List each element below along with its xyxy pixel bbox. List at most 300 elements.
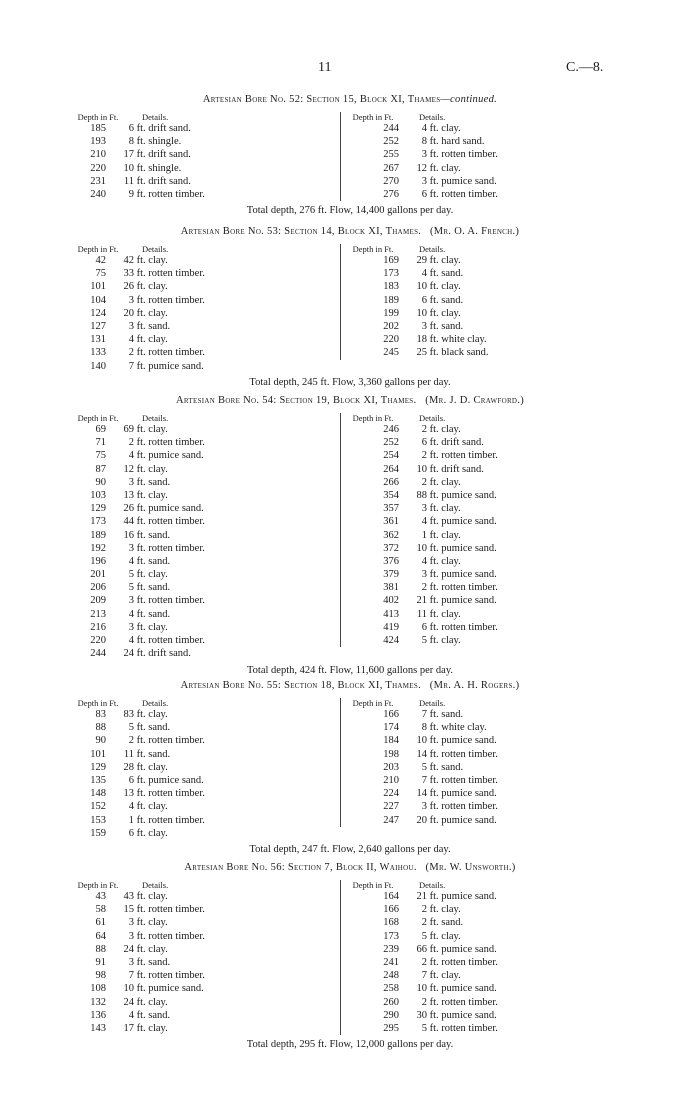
stratum-row (68, 634, 328, 647)
thickness-value: 4 (421, 555, 427, 567)
material-text: ft. clay. (136, 463, 168, 475)
stratum-row (68, 581, 328, 594)
stratum-row (341, 721, 601, 734)
thickness-value: 13 (123, 489, 134, 501)
stratum-row (68, 515, 328, 528)
thickness-value: 3 (421, 569, 427, 581)
total-line: Total depth, 247 ft. Flow, 2,640 gallons per day. (249, 844, 451, 855)
material-text: ft. rotten timber. (429, 996, 498, 1008)
page-number: 11 (318, 60, 332, 75)
stratum-row (341, 162, 601, 175)
depth-value: 220 (90, 635, 106, 646)
thickness-value: 18 (416, 334, 427, 346)
material-text: ft. rotten timber. (429, 748, 498, 760)
material-text: ft. sand. (136, 476, 171, 488)
bore-title (0, 94, 700, 105)
stratum-row (68, 529, 328, 542)
thickness-value: 3 (128, 930, 134, 942)
thickness-value: 2 (421, 996, 427, 1008)
stratum-row (68, 814, 328, 827)
material-text: ft. rotten timber. (429, 774, 498, 786)
thickness-value: 4 (421, 268, 427, 280)
details-header: Details. (142, 880, 169, 890)
thickness-value: 16 (123, 529, 134, 541)
stratum-row (341, 956, 601, 969)
stratum-row (341, 621, 601, 634)
thickness-value: 10 (416, 735, 427, 747)
stratum-row (341, 943, 601, 956)
thickness-value: 2 (421, 476, 427, 488)
stratum-row (68, 175, 328, 188)
thickness-value: 26 (123, 503, 134, 515)
stratum-row (68, 647, 328, 660)
stratum-row (68, 761, 328, 774)
stratum-row (341, 930, 601, 943)
stratum-detail (399, 307, 461, 320)
thickness-value: 15 (123, 904, 134, 916)
thickness-value: 10 (416, 983, 427, 995)
depth-value: 61 (95, 917, 106, 929)
depth-value: 168 (383, 917, 399, 929)
stratum-row (341, 346, 601, 359)
thickness-value: 25 (416, 347, 427, 359)
stratum-row (341, 555, 601, 568)
stratum-row (341, 122, 601, 135)
material-text: ft. pumice sand. (429, 595, 497, 607)
depth-value: 192 (90, 542, 106, 554)
stratum-row (341, 634, 601, 647)
depth-value: 88 (95, 943, 106, 955)
stratum-detail (106, 267, 205, 280)
stratum-detail (399, 515, 497, 528)
depth-value: 71 (95, 437, 106, 449)
thickness-value: 21 (416, 595, 427, 607)
material-text: ft. pumice sand. (429, 735, 497, 747)
stratum-row (68, 903, 328, 916)
material-text: ft. rotten timber. (429, 621, 498, 633)
thickness-value: 7 (421, 970, 427, 982)
thickness-value: 3 (421, 320, 427, 332)
bore-owner: (Mr. O. A. French.) (430, 226, 520, 237)
thickness-value: 4 (128, 555, 134, 567)
depth-value: 210 (90, 149, 106, 161)
depth-value: 199 (383, 307, 399, 319)
thickness-value: 11 (123, 748, 134, 760)
material-text: ft. clay. (429, 123, 461, 134)
stratum-detail (106, 254, 168, 267)
depth-value: 267 (383, 162, 399, 174)
thickness-value: 4 (128, 334, 134, 346)
material-text: ft. clay. (136, 621, 168, 633)
depth-value: 210 (383, 774, 399, 786)
stratum-detail (106, 489, 168, 502)
material-text: ft. rotten timber. (136, 294, 205, 306)
stratum-detail (399, 489, 497, 502)
depth-value: 276 (383, 188, 399, 200)
stratum-detail (106, 423, 168, 436)
depth-value: 244 (90, 648, 106, 660)
depth-value: 169 (383, 255, 399, 266)
stratum-row (68, 463, 328, 476)
stratum-detail (106, 502, 204, 515)
stratum-detail (106, 916, 168, 929)
thickness-value: 3 (128, 320, 134, 332)
thickness-value: 11 (416, 608, 427, 620)
depth-value: 185 (90, 123, 106, 134)
thickness-value: 3 (128, 476, 134, 488)
material-text: ft. sand. (136, 608, 171, 620)
stratum-detail (399, 581, 498, 594)
material-text: ft. pumice sand. (429, 983, 497, 995)
depth-value: 164 (383, 891, 399, 902)
depth-header: Depth in Ft. (352, 880, 394, 890)
stratum-row (341, 734, 601, 747)
right-column (340, 244, 601, 360)
thickness-value: 6 (421, 437, 427, 449)
depth-header: Depth in Ft. (77, 698, 119, 708)
right-column (340, 698, 601, 827)
depth-value: 189 (90, 529, 106, 541)
material-text: ft. clay. (136, 489, 168, 501)
depth-value: 131 (90, 334, 106, 346)
depth-value: 372 (383, 542, 399, 554)
stratum-detail (106, 333, 168, 346)
stratum-row (68, 608, 328, 621)
material-text: ft. rotten timber. (429, 1022, 498, 1034)
details-header: Details. (142, 244, 169, 254)
stratum-detail (399, 333, 487, 346)
thickness-value: 10 (416, 463, 427, 475)
stratum-detail (399, 449, 498, 462)
material-text: ft. clay. (136, 917, 168, 929)
stratum-detail (399, 135, 484, 148)
stratum-detail (106, 621, 168, 634)
thickness-value: 2 (128, 347, 134, 359)
stratum-row (341, 423, 601, 436)
stratum-row (341, 608, 601, 621)
material-text: ft. pumice sand. (429, 489, 497, 501)
depth-value: 362 (383, 529, 399, 541)
stratum-row (68, 423, 328, 436)
stratum-row (68, 721, 328, 734)
depth-value: 135 (90, 774, 106, 786)
material-text: ft. clay. (429, 529, 461, 541)
stratum-row (341, 568, 601, 581)
stratum-detail (399, 148, 498, 161)
details-header: Details. (419, 698, 446, 708)
material-text: ft. white clay. (429, 722, 487, 734)
depth-value: 245 (383, 347, 399, 359)
column-header (341, 112, 601, 122)
depth-value: 196 (90, 555, 106, 567)
stratum-row (341, 333, 601, 346)
depth-value: 127 (90, 320, 106, 332)
column-header (68, 413, 328, 423)
stratum-detail (106, 476, 170, 489)
material-text: ft. pumice sand. (429, 569, 497, 581)
thickness-value: 24 (123, 648, 134, 660)
thickness-value: 88 (416, 489, 427, 501)
stratum-detail (399, 162, 461, 175)
stratum-detail (106, 943, 168, 956)
thickness-value: 21 (416, 891, 427, 902)
stratum-detail (399, 502, 461, 515)
stratum-detail (106, 346, 205, 359)
bore-title (0, 862, 700, 873)
depth-value: 75 (95, 450, 106, 462)
depth-value: 216 (90, 621, 106, 633)
bore-title-text: Artesian Bore No. 55: Section 18, Block XI, Thames. (180, 680, 422, 691)
bore-title-text: Artesian Bore No. 56: Section 7, Block II, Waihou. (184, 862, 417, 873)
stratum-row (341, 969, 601, 982)
depth-value: 381 (383, 582, 399, 594)
depth-value: 357 (383, 503, 399, 515)
thickness-value: 2 (421, 450, 427, 462)
thickness-value: 7 (421, 709, 427, 720)
stratum-row (68, 916, 328, 929)
material-text: ft. sand. (429, 268, 464, 280)
stratum-row (341, 1009, 601, 1022)
depth-value: 87 (95, 463, 106, 475)
thickness-value: 12 (123, 463, 134, 475)
material-text: ft. clay. (136, 281, 168, 293)
stratum-row (341, 916, 601, 929)
thickness-value: 5 (421, 930, 427, 942)
stratum-row (68, 827, 328, 840)
stratum-detail (106, 463, 168, 476)
thickness-value: 42 (123, 255, 134, 266)
depth-value: 153 (90, 814, 106, 826)
material-text: ft. clay. (136, 827, 168, 839)
thickness-value: 83 (123, 709, 134, 720)
stratum-detail (106, 814, 205, 827)
stratum-detail (399, 254, 461, 267)
stratum-row (68, 787, 328, 800)
stratum-detail (106, 294, 205, 307)
depth-value: 247 (383, 814, 399, 826)
material-text: ft. clay. (429, 281, 461, 293)
stratum-detail (106, 594, 205, 607)
stratum-detail (399, 943, 497, 956)
thickness-value: 3 (128, 917, 134, 929)
stratum-row (341, 1022, 601, 1035)
thickness-value: 3 (128, 621, 134, 633)
material-text: ft. white clay. (429, 334, 487, 346)
stratum-row (341, 267, 601, 280)
material-text: ft. rotten timber. (136, 347, 205, 359)
thickness-value: 5 (128, 582, 134, 594)
right-column (340, 880, 601, 1035)
depth-value: 402 (383, 595, 399, 607)
stratum-row (68, 708, 328, 721)
column-header (68, 698, 328, 708)
material-text: ft. rotten timber. (429, 188, 498, 200)
stratum-row (341, 175, 601, 188)
depth-value: 209 (90, 595, 106, 607)
material-text: ft. drift sand. (136, 648, 191, 660)
thickness-value: 3 (128, 542, 134, 554)
thickness-value: 66 (416, 943, 427, 955)
column-header (68, 880, 328, 890)
stratum-row (341, 996, 601, 1009)
left-column (68, 880, 328, 1035)
stratum-detail (106, 890, 168, 903)
stratum-row (341, 748, 601, 761)
stratum-row (341, 708, 601, 721)
material-text: ft. clay. (136, 761, 168, 773)
column-header (341, 244, 601, 254)
material-text: ft. pumice sand. (136, 360, 204, 372)
stratum-row (68, 1009, 328, 1022)
thickness-value: 4 (421, 516, 427, 528)
stratum-detail (106, 449, 204, 462)
stratum-row (68, 360, 328, 373)
material-text: ft. pumice sand. (136, 450, 204, 462)
thickness-value: 33 (123, 268, 134, 280)
depth-value: 244 (383, 123, 399, 134)
depth-value: 252 (383, 437, 399, 449)
stratum-detail (106, 956, 170, 969)
material-text: ft. clay. (429, 904, 461, 916)
stratum-row (68, 943, 328, 956)
stratum-detail (106, 175, 191, 188)
bore-title-text: Artesian Bore No. 53: Section 14, Block XI, Thames. (180, 226, 422, 237)
thickness-value: 8 (421, 722, 427, 734)
depth-value: 354 (383, 489, 399, 501)
material-text: ft. rotten timber. (136, 904, 205, 916)
thickness-value: 4 (421, 123, 427, 134)
thickness-value: 26 (123, 281, 134, 293)
depth-value: 136 (90, 1009, 106, 1021)
thickness-value: 13 (123, 788, 134, 800)
thickness-value: 8 (421, 136, 427, 148)
stratum-row (68, 621, 328, 634)
depth-value: 166 (383, 709, 399, 720)
thickness-value: 10 (123, 162, 134, 174)
material-text: ft. sand. (429, 294, 464, 306)
material-text: ft. rotten timber. (429, 801, 498, 813)
depth-value: 227 (383, 801, 399, 813)
depth-value: 290 (383, 1009, 399, 1021)
depth-value: 376 (383, 555, 399, 567)
stratum-detail (399, 761, 463, 774)
stratum-row (68, 930, 328, 943)
stratum-row (68, 436, 328, 449)
thickness-value: 43 (123, 891, 134, 902)
bore-owner: (Mr. W. Unsworth.) (425, 862, 516, 873)
stratum-row (341, 320, 601, 333)
material-text: ft. sand. (429, 320, 464, 332)
depth-value: 295 (383, 1022, 399, 1034)
depth-value: 240 (90, 188, 106, 200)
depth-value: 246 (383, 424, 399, 435)
stratum-row (68, 542, 328, 555)
thickness-value: 28 (123, 761, 134, 773)
stratum-row (68, 1022, 328, 1035)
depth-value: 173 (383, 268, 399, 280)
depth-value: 143 (90, 1022, 106, 1034)
stratum-detail (106, 320, 170, 333)
details-header: Details. (419, 244, 446, 254)
bore-title-text: Artesian Bore No. 54: Section 19, Block XI, Thames. (175, 395, 417, 406)
material-text: ft. clay. (429, 635, 461, 646)
depth-value: 264 (383, 463, 399, 475)
material-text: ft. rotten timber. (136, 635, 205, 646)
stratum-detail (399, 916, 463, 929)
left-column (68, 244, 328, 373)
stratum-row (68, 996, 328, 1009)
stratum-row (341, 903, 601, 916)
stratum-row (341, 254, 601, 267)
stratum-row (68, 748, 328, 761)
thickness-value: 3 (128, 294, 134, 306)
thickness-value: 3 (421, 801, 427, 813)
depth-value: 91 (95, 956, 106, 968)
material-text: ft. clay. (136, 255, 168, 266)
material-text: ft. sand. (136, 555, 171, 567)
depth-value: 90 (95, 476, 106, 488)
stratum-row (341, 814, 601, 827)
stratum-detail (399, 800, 498, 813)
stratum-detail (399, 996, 498, 1009)
stratum-detail (399, 436, 484, 449)
stratum-detail (399, 529, 461, 542)
depth-value: 254 (383, 450, 399, 462)
material-text: ft. clay. (429, 555, 461, 567)
material-text: ft. sand. (136, 722, 171, 734)
thickness-value: 4 (128, 450, 134, 462)
stratum-detail (106, 827, 168, 840)
material-text: ft. black sand. (429, 347, 489, 359)
stratum-row (341, 890, 601, 903)
stratum-detail (106, 515, 205, 528)
stratum-detail (106, 542, 205, 555)
thickness-value: 2 (421, 582, 427, 594)
material-text: ft. pumice sand. (429, 891, 497, 902)
depth-value: 104 (90, 294, 106, 306)
thickness-value: 20 (416, 814, 427, 826)
depth-value: 58 (95, 904, 106, 916)
stratum-row (68, 254, 328, 267)
left-column (68, 413, 328, 660)
stratum-row (68, 294, 328, 307)
material-text: ft. clay. (136, 334, 168, 346)
material-text: ft. rotten timber. (429, 450, 498, 462)
depth-value: 90 (95, 735, 106, 747)
stratum-detail (399, 774, 498, 787)
depth-value: 202 (383, 320, 399, 332)
material-text: ft. rotten timber. (136, 930, 205, 942)
thickness-value: 9 (128, 188, 134, 200)
bore-title (0, 395, 700, 406)
material-text: ft. clay. (429, 476, 461, 488)
stratum-row (68, 555, 328, 568)
depth-value: 166 (383, 904, 399, 916)
thickness-value: 7 (421, 774, 427, 786)
stratum-detail (106, 568, 168, 581)
stratum-row (341, 476, 601, 489)
material-text: ft. rotten timber. (136, 542, 205, 554)
stratum-detail (106, 748, 170, 761)
depth-value: 361 (383, 516, 399, 528)
stratum-detail (399, 748, 498, 761)
stratum-row (341, 436, 601, 449)
thickness-value: 2 (421, 917, 427, 929)
stratum-detail (399, 1009, 497, 1022)
material-text: ft. sand. (136, 320, 171, 332)
material-text: ft. drift sand. (136, 123, 191, 134)
stratum-row (68, 800, 328, 813)
